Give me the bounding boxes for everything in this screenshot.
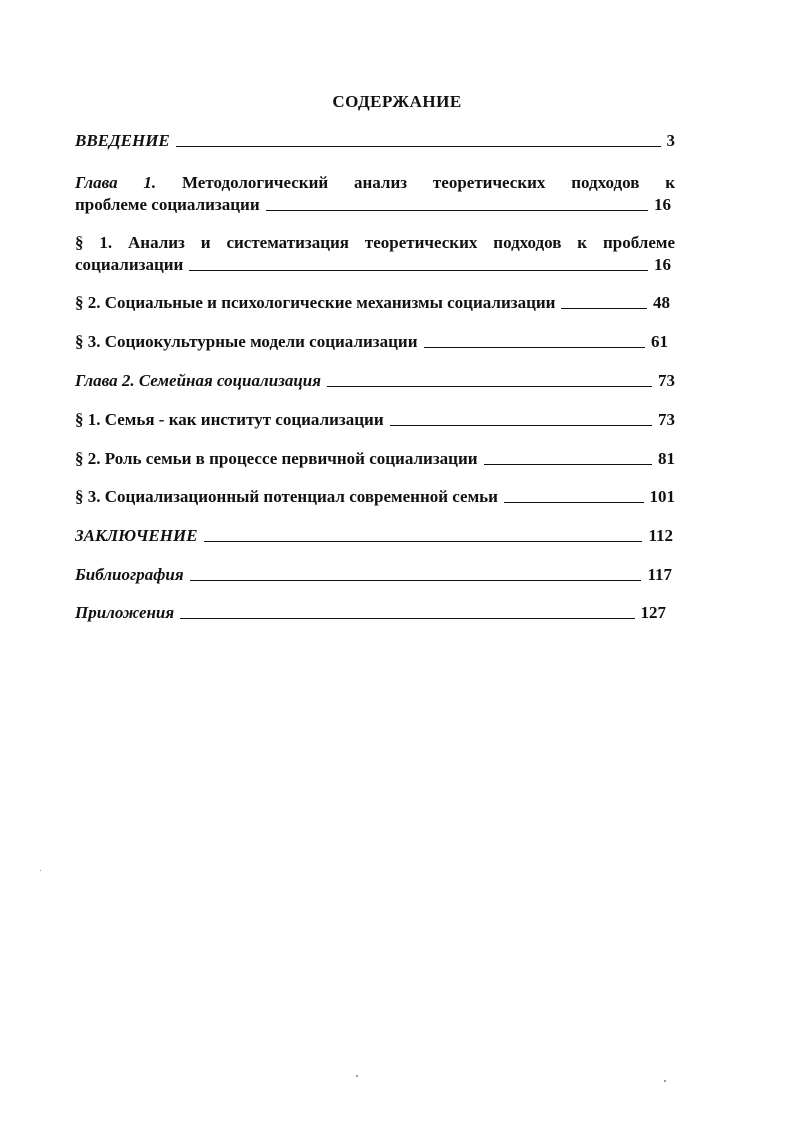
toc-page-number: 81	[658, 449, 675, 468]
toc-leader-line	[180, 618, 634, 619]
toc-entry-conclusion[interactable]	[75, 525, 673, 547]
toc-entry-label: Приложения	[75, 603, 175, 622]
toc-leader-line	[190, 580, 642, 581]
toc-page-number: 117	[647, 565, 672, 584]
toc-entry-chapter-1[interactable]	[75, 172, 675, 216]
toc-entry-label: ВВЕДЕНИЕ	[75, 131, 170, 150]
toc-entry-section-2-1[interactable]	[75, 409, 675, 431]
toc-leader-line	[504, 502, 644, 503]
toc-leader-line	[424, 347, 646, 348]
toc-page-number: 3	[666, 131, 675, 150]
toc-entry-label-continued: социализации	[75, 255, 184, 274]
toc-entry-section-1-1[interactable]	[75, 232, 675, 276]
toc-entry-label: Методологический анализ теоретических подходов к	[181, 173, 675, 192]
scan-speck	[664, 1080, 666, 1082]
toc-page-number: 61	[651, 332, 668, 351]
toc-entry-label-line-1: § 1. Анализ и систематизация теоретических подходов к проблеме	[75, 233, 675, 252]
toc-page-number: 73	[658, 410, 675, 429]
toc-leader-line	[561, 308, 647, 309]
toc-entry-section-2-2[interactable]	[75, 448, 675, 470]
toc-page-number: 112	[648, 526, 673, 545]
toc-entry-introduction[interactable]	[75, 130, 675, 152]
toc-entry-label: § 3. Социализационный потенциал современной семьи	[75, 487, 498, 506]
toc-entry-label-line-1	[75, 172, 675, 194]
toc-entry-label-line-2	[75, 254, 675, 276]
toc-entry-bibliography[interactable]	[75, 564, 672, 586]
toc-entry-label-line-2	[75, 194, 675, 216]
toc-entry-label: § 2. Роль семьи в процессе первичной социализации	[75, 449, 478, 468]
toc-entry-label: Библиография	[75, 565, 184, 584]
toc-entry-label-continued: проблеме социализации	[75, 195, 260, 214]
toc-chapter-prefix: Глава 1.	[75, 173, 157, 192]
toc-page-number: 16	[654, 255, 671, 274]
page-title: СОДЕРЖАНИЕ	[332, 92, 462, 111]
toc-page-number: 127	[640, 603, 666, 622]
toc-page-number: 48	[653, 293, 670, 312]
toc-entry-chapter-2[interactable]	[75, 370, 675, 392]
scan-speck	[356, 1075, 358, 1077]
toc-entry-label: § 1. Семья - как институт социализации	[75, 410, 384, 429]
toc-entry-label: Глава 2. Семейная социализация	[75, 371, 321, 390]
toc-leader-line	[327, 386, 652, 387]
toc-page-number: 16	[654, 195, 671, 214]
toc-leader-line	[176, 146, 661, 147]
toc-leader-line	[266, 210, 648, 211]
toc-leader-line	[204, 541, 643, 542]
toc-entry-section-1-3[interactable]	[75, 331, 668, 353]
toc-leader-line	[390, 425, 652, 426]
toc-entry-appendices[interactable]	[75, 602, 666, 624]
toc-entry-section-1-2[interactable]	[75, 292, 670, 314]
toc-entry-label: ЗАКЛЮЧЕНИЕ	[75, 526, 198, 545]
toc-page-number: 73	[658, 371, 675, 390]
toc-entry-label: § 3. Социокультурные модели социализации	[75, 332, 418, 351]
toc-leader-line	[189, 270, 648, 271]
toc-leader-line	[484, 464, 652, 465]
toc-entry-label: § 2. Социальные и психологические механизмы социализации	[75, 293, 556, 312]
toc-page-number: 101	[649, 487, 675, 506]
toc-entry-section-2-3[interactable]	[75, 486, 675, 508]
scan-speck	[40, 870, 41, 871]
